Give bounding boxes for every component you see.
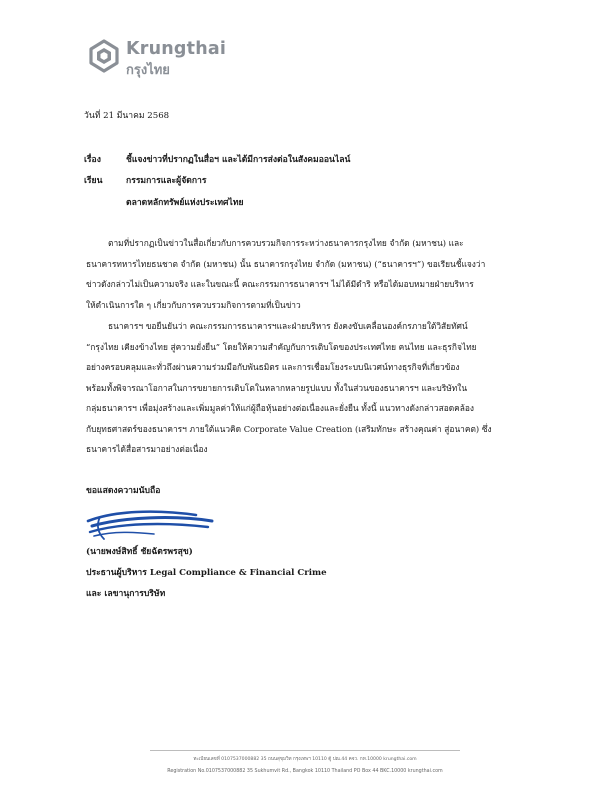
subject-text: ชี้แจงข่าวที่ปรากฏในสื่อฯ และได้มีการส่งต่อในสังคมออนไลน์	[126, 155, 351, 165]
krungthai-logo	[86, 38, 256, 78]
signer-name: (นายพงษ์สิทธิ์ ชัยฉัตรพรสุข)	[86, 547, 193, 557]
paragraph-line: ข่าวดังกล่าวไม่เป็นความจริง และในขณะนี้ คณะกรรมการธนาคารฯ ไม่ได้มีดำริ หรือได้มอบหมายฝ่ายบริหาร	[86, 279, 474, 289]
recipient-line-2: ตลาดหลักทรัพย์แห่งประเทศไทย	[126, 198, 244, 208]
footer-address-en: Registration No.0107537000882 35 Sukhumvit Rd., Bangkok 10110 Thailand PO Box 44 BKC.10000 krungthai.com	[167, 769, 443, 774]
krungthai-logo-mark-icon	[86, 38, 122, 74]
paragraph-line: ตามที่ปรากฏเป็นข่าวในสื่อเกี่ยวกับการควบรวมกิจการระหว่างธนาคารกรุงไทย จำกัด (มหาชน) และ	[108, 238, 464, 248]
paragraph-line: กับยุทธศาสตร์ของธนาคารฯ ภายใต้แนวคิด Corporate Value Creation (เสริมทักษะ สร้างคุณค่า สู่อนาคต) ซึ่ง	[86, 423, 492, 434]
paragraph-line: ธนาคารทหารไทยธนชาต จำกัด (มหาชน) นั้น ธนาคารกรุงไทย จำกัด (มหาชน) (“ธนาคารฯ”) ขอเรียนชี้แจงว่า	[86, 258, 486, 269]
letter-date: วันที่ 21 มีนาคม 2568	[84, 111, 170, 121]
paragraph-line: อย่างครอบคลุมและทั่วถึงผ่านความร่วมมือกับพันธมิตร และการเชื่อมโยงระบบนิเวศน์ทางธุรกิจที่เกี่ยวข้อง	[86, 362, 460, 372]
signer-title: ประธานผู้บริหาร Legal Compliance & Financial Crime	[86, 568, 327, 578]
logo-name-th: กรุงไทย	[126, 63, 170, 78]
signer-role: และ เลขานุการบริษัท	[86, 589, 166, 599]
handwritten-signature	[84, 505, 224, 547]
body-paragraph-1	[86, 233, 552, 315]
footer-divider	[150, 750, 460, 751]
subject-label: เรื่อง	[84, 155, 101, 165]
logo-name-en: Krungthai	[126, 39, 227, 59]
footer-address-th: ทะเบียนเลขที่ 0107537000882 35 ถนนสุขุมวิท กรุงเทพฯ 10110 ตู้ ปณ.44 คจว. กท.10000 krungthai.com	[193, 757, 417, 762]
recipient-line-1: กรรมการและผู้จัดการ	[126, 176, 207, 186]
paragraph-line: กลุ่มธนาคารฯ เพื่อมุ่งสร้างและเพิ่มมูลค่าให้แก่ผู้ถือหุ้นอย่างต่อเนื่องและยั่งยืน ทั้งนี้ แนวทางดังกล่าวสอดคล้อง	[86, 403, 475, 413]
paragraph-line: ให้ดำเนินการใด ๆ เกี่ยวกับการควบรวมกิจการตามที่เป็นข่าว	[86, 299, 301, 310]
body-paragraph-2	[86, 316, 552, 460]
recipient-label: เรียน	[84, 176, 103, 186]
paragraph-line: “กรุงไทย เคียงข้างไทย สู่ความยั่งยืน” โดยให้ความสำคัญกับการเติบโตของประเทศไทย คนไทย และธุรกิจไทย	[86, 341, 477, 352]
paragraph-line: ธนาคารได้สื่อสารมาอย่างต่อเนื่อง	[86, 444, 208, 454]
paragraph-line: พร้อมทั้งพิจารณาโอกาสในการขยายการเติบโตในหลากหลายรูปแบบ ทั้งในส่วนของธนาคารฯ และบริษัทใน	[86, 382, 468, 393]
paragraph-line: ธนาคารฯ ขอยืนยันว่า คณะกรรมการธนาคารฯและฝ่ายบริหาร ยังคงขับเคลื่อนองค์กรภายใต้วิสัยทัศน์	[108, 321, 468, 331]
closing-salutation: ขอแสดงความนับถือ	[86, 486, 161, 496]
